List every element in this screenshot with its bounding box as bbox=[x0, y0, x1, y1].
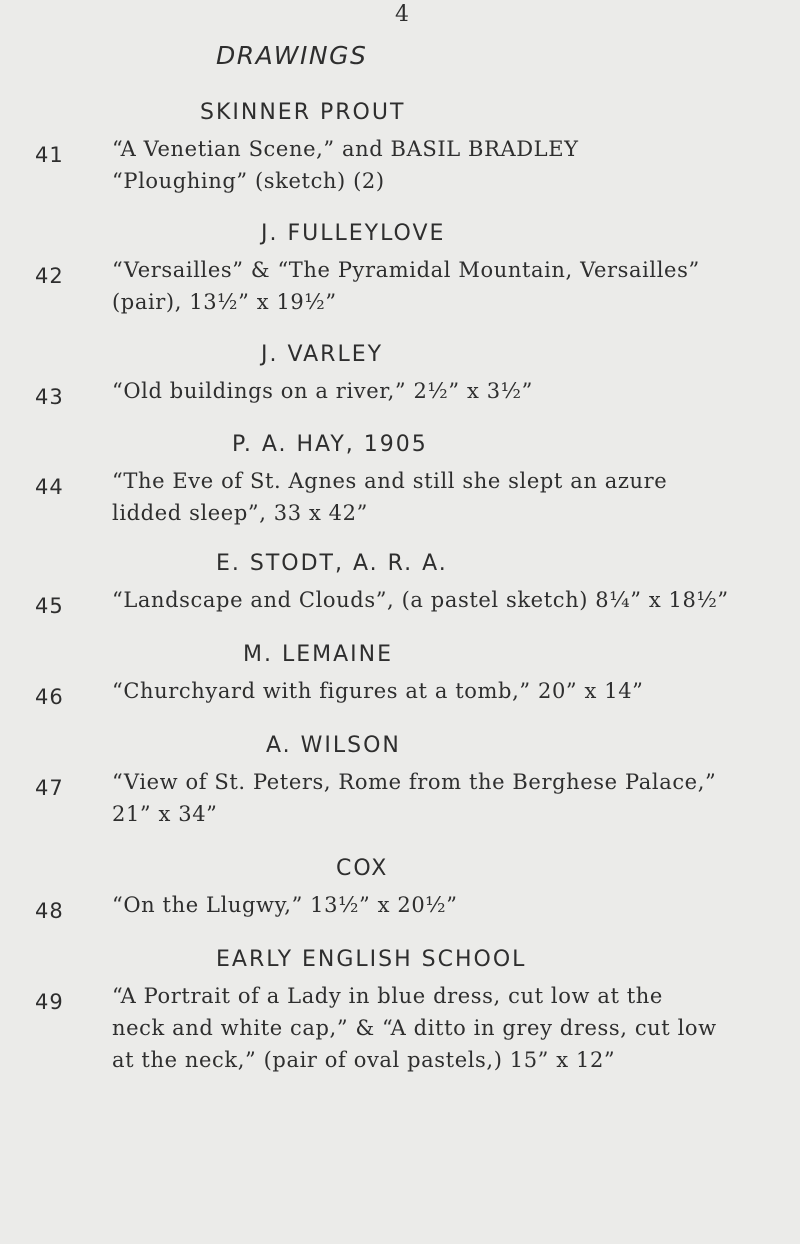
artist-name: COX bbox=[336, 856, 389, 881]
page-number: 4 bbox=[395, 2, 409, 27]
description-line: “On the Llugwy,” 13½” x 20½” bbox=[112, 893, 458, 917]
artist-name: E. STODT, A. R. A. bbox=[216, 551, 448, 576]
description-line: “The Eve of St. Agnes and still she slept an azure bbox=[112, 469, 668, 493]
description-line: (pair), 13½” x 19½” bbox=[112, 290, 337, 314]
lot-description bbox=[112, 980, 717, 1076]
artist-name: M. LEMAINE bbox=[243, 642, 394, 667]
lot-description bbox=[112, 584, 729, 616]
description-line: neck and white cap,” & “A ditto in grey dress, cut low bbox=[112, 1016, 717, 1040]
lot-number: 43 bbox=[35, 385, 64, 409]
description-line: “A Portrait of a Lady in blue dress, cut low at the bbox=[112, 984, 663, 1008]
lot-number: 45 bbox=[35, 594, 64, 618]
description-line: “Churchyard with figures at a tomb,” 20” x 14” bbox=[112, 679, 644, 703]
artist-name: A. WILSON bbox=[266, 733, 401, 758]
description-line: “Versailles” & “The Pyramidal Mountain, Versailles” bbox=[112, 258, 700, 282]
description-line: “Ploughing” (sketch) (2) bbox=[112, 169, 385, 193]
description-line: lidded sleep”, 33 x 42” bbox=[112, 501, 368, 525]
lot-number: 48 bbox=[35, 899, 64, 923]
description-line: “Old buildings on a river,” 2½” x 3½” bbox=[112, 379, 533, 403]
lot-description bbox=[112, 465, 667, 529]
lot-description bbox=[112, 675, 644, 707]
lot-description bbox=[112, 254, 700, 318]
lot-description bbox=[112, 889, 458, 921]
description-line: “A Venetian Scene,” and BASIL BRADLEY bbox=[112, 137, 579, 161]
lot-number: 49 bbox=[35, 990, 64, 1014]
description-line: “View of St. Peters, Rome from the Berghese Palace,” bbox=[112, 770, 717, 794]
artist-name: J. VARLEY bbox=[261, 342, 384, 367]
artist-name: J. FULLEYLOVE bbox=[261, 221, 446, 246]
artist-name: P. A. HAY, 1905 bbox=[232, 432, 428, 457]
lot-number: 41 bbox=[35, 143, 64, 167]
artist-name: SKINNER PROUT bbox=[200, 100, 406, 125]
lot-description bbox=[112, 766, 716, 830]
section-title: DRAWINGS bbox=[216, 41, 368, 70]
description-line: “Landscape and Clouds”, (a pastel sketch) 8¼” x 18½” bbox=[112, 588, 729, 612]
lot-number: 42 bbox=[35, 264, 64, 288]
lot-number: 44 bbox=[35, 475, 64, 499]
description-line: at the neck,” (pair of oval pastels,) 15” x 12” bbox=[112, 1048, 616, 1072]
description-line: 21” x 34” bbox=[112, 802, 218, 826]
lot-description bbox=[112, 133, 579, 197]
lot-number: 46 bbox=[35, 685, 64, 709]
lot-number: 47 bbox=[35, 776, 64, 800]
lot-description bbox=[112, 375, 533, 407]
artist-name: EARLY ENGLISH SCHOOL bbox=[216, 947, 527, 972]
